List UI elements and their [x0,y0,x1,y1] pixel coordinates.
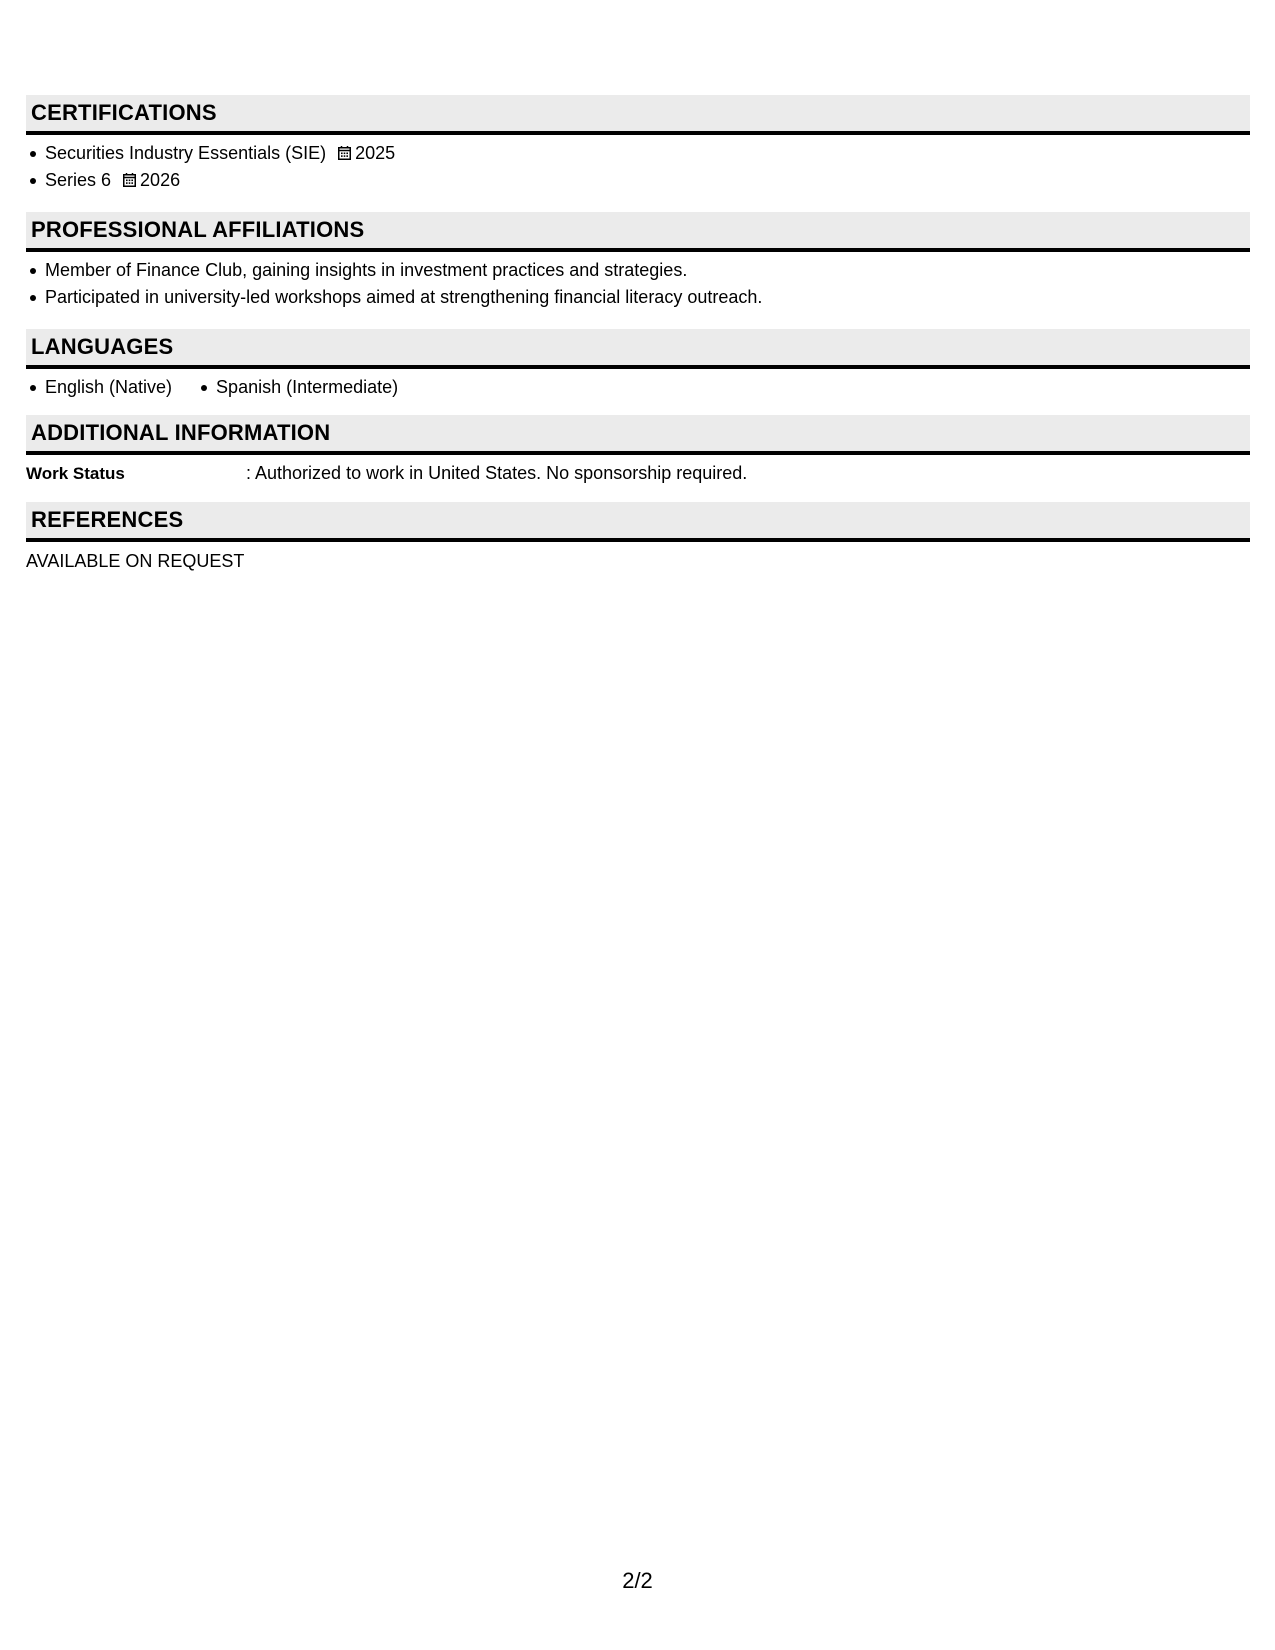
section-title: LANGUAGES [31,334,174,359]
section-header [26,415,1250,455]
affiliations-list [26,257,1250,311]
languages-section [26,329,1250,401]
work-status-value: : Authorized to work in United States. No sponsorship required. [246,463,748,483]
section-header [26,502,1250,542]
certification-name: Series 6 [45,170,112,190]
list-item [45,140,1250,167]
section-title: CERTIFICATIONS [31,100,217,125]
certification-year: 2025 [355,143,396,163]
page-number: 2/2 [622,1568,653,1593]
list-item [45,167,1250,194]
list-item: Participated in university-led workshops aimed at strengthening financial literacy outreach. [45,284,1250,311]
certification-year: 2026 [140,170,181,190]
list-item: English (Native) [45,374,172,401]
section-title: ADDITIONAL INFORMATION [31,420,331,445]
section-header [26,95,1250,135]
list-item: Member of Finance Club, gaining insights in investment practices and strategies. [45,257,1250,284]
certification-name: Securities Industry Essentials (SIE) [45,143,327,163]
list-item: Spanish (Intermediate) [216,374,398,401]
section-title: PROFESSIONAL AFFILIATIONS [31,217,365,242]
certifications-section [26,95,1250,194]
section-title: REFERENCES [31,507,184,532]
certifications-list [26,140,1250,194]
affiliations-section [26,212,1250,311]
languages-list [26,374,1250,401]
calendar-icon [338,146,351,160]
additional-info-section [26,415,1250,487]
work-status-row [26,460,1250,487]
calendar-icon [123,173,136,187]
work-status-label: Work Status [26,464,125,483]
section-header [26,212,1250,252]
section-header [26,329,1250,369]
references-text: AVAILABLE ON REQUEST [26,551,245,571]
resume-page [26,95,1250,575]
references-section [26,502,1250,575]
